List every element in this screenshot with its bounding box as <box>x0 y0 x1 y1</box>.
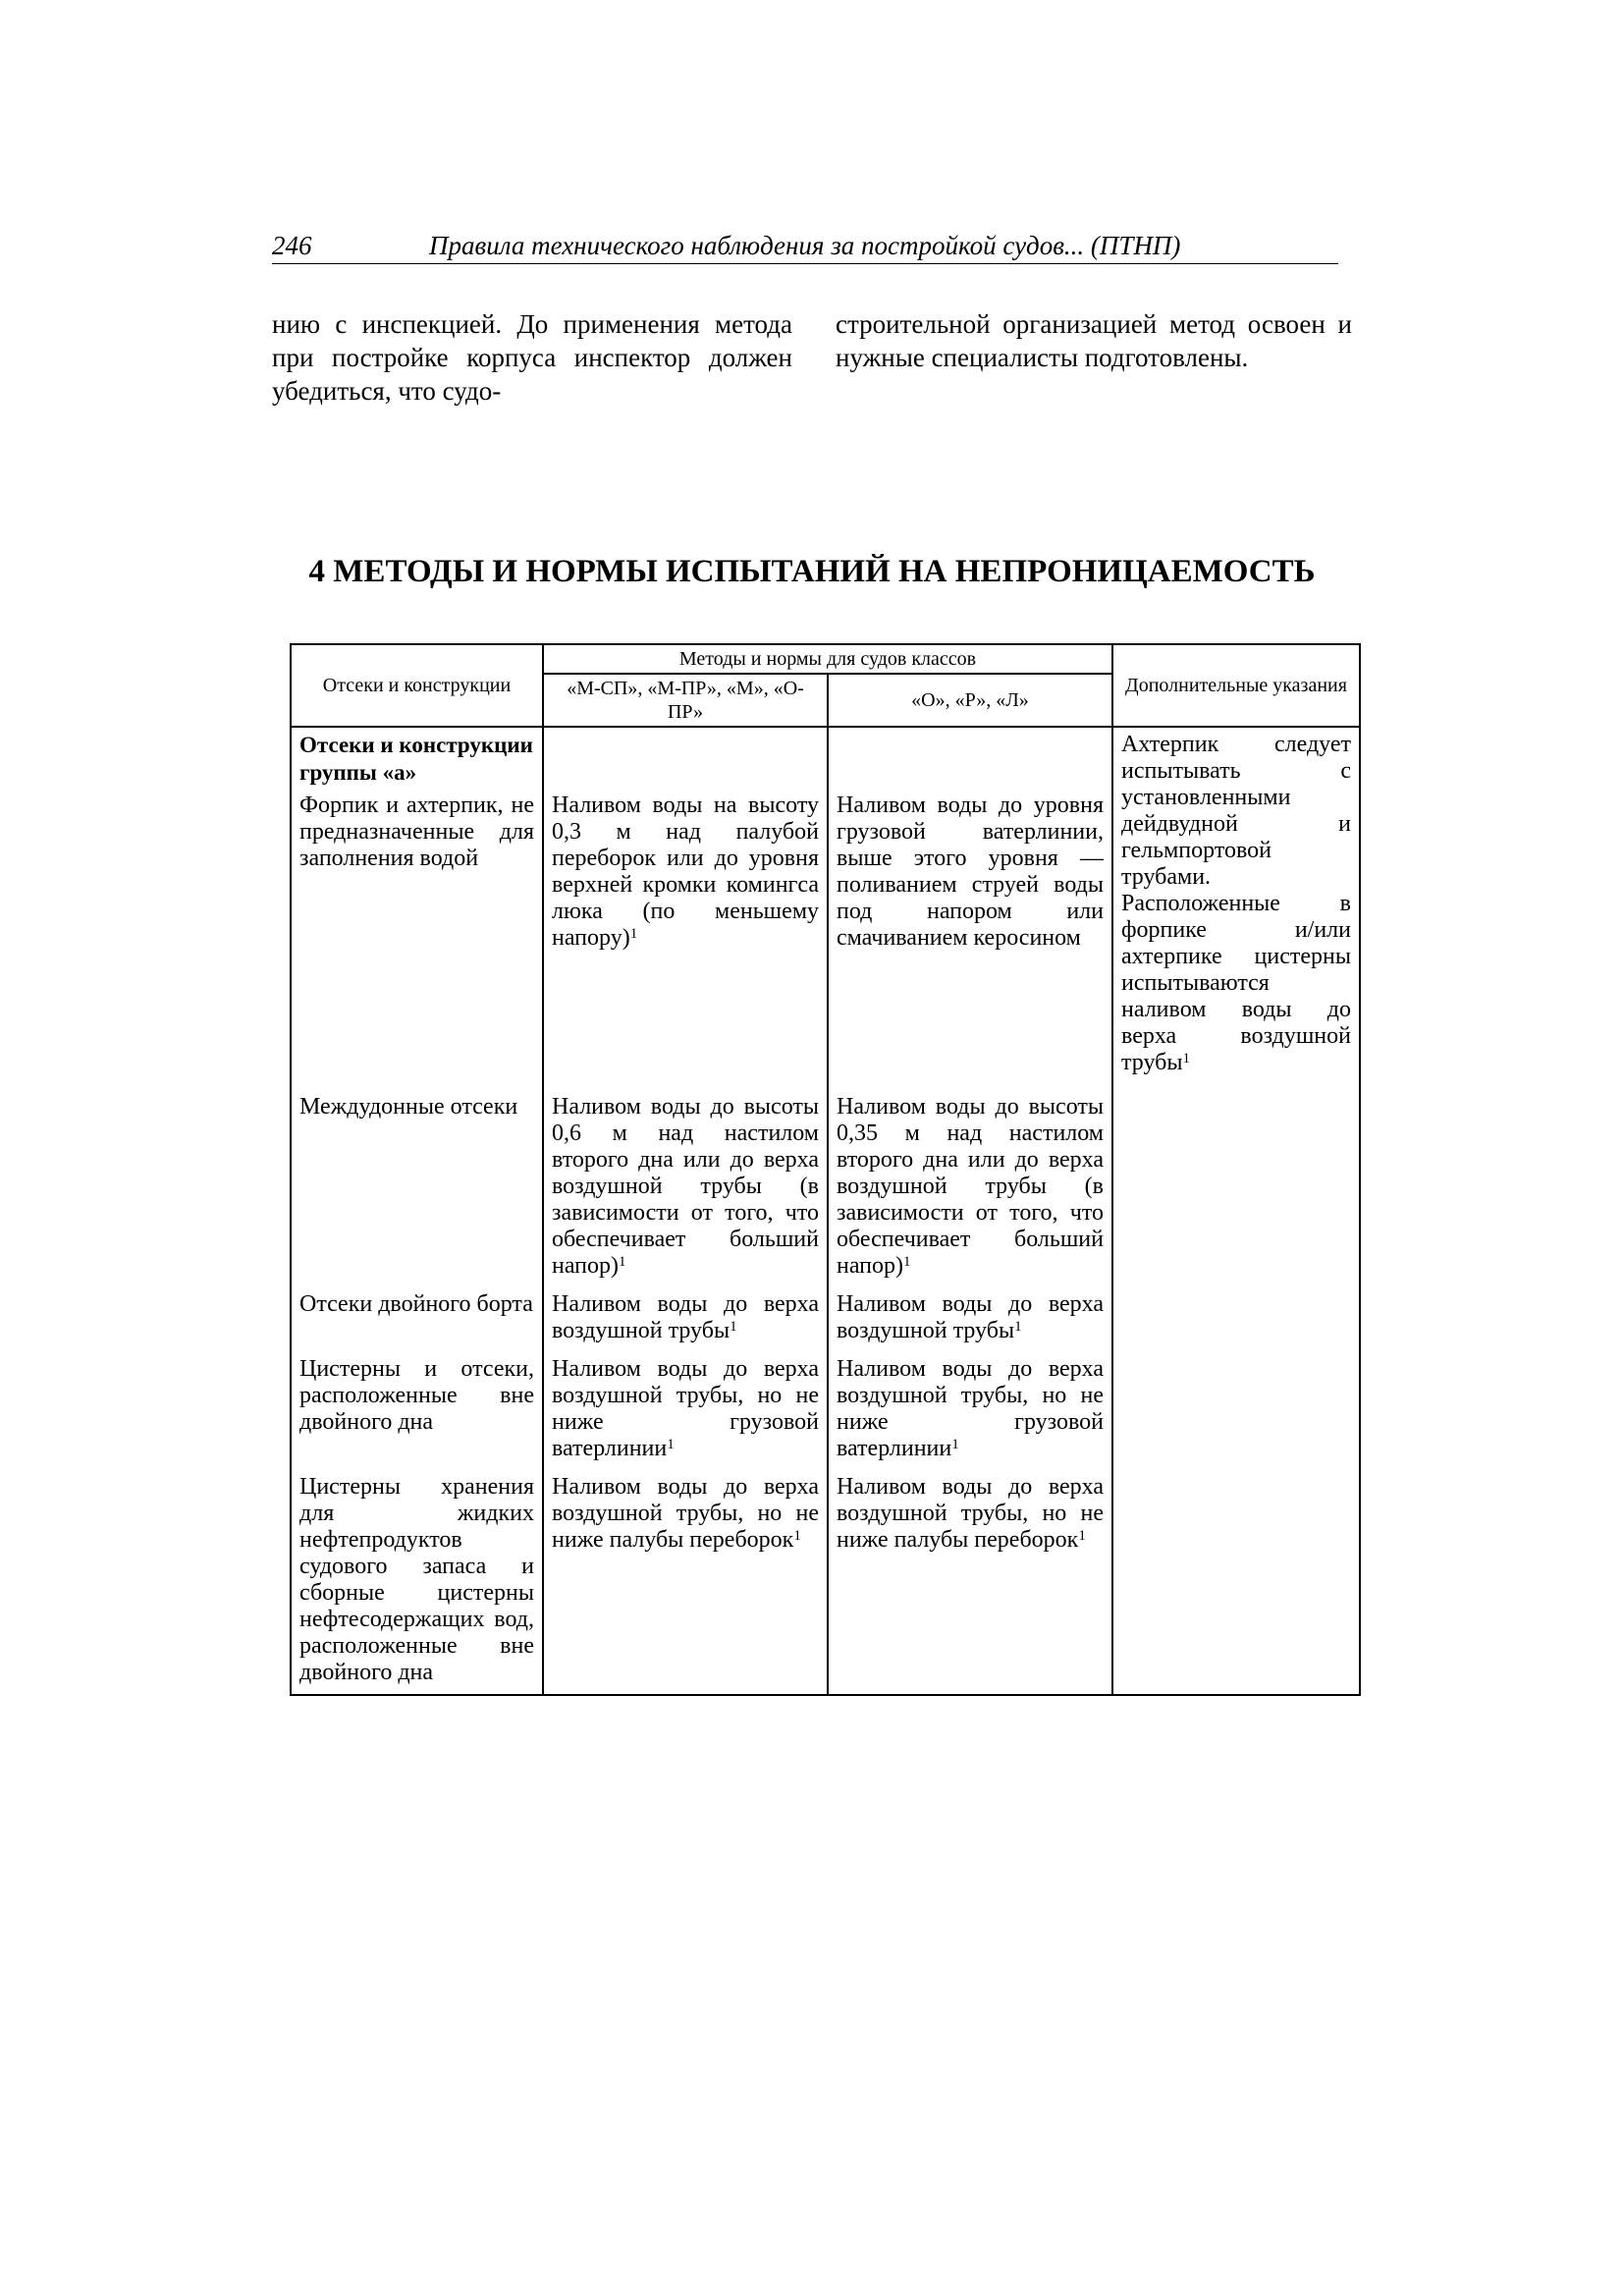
header-compartments: Отсеки и конструкции <box>291 644 543 727</box>
row-class-a <box>543 1470 828 1695</box>
footnote-mark: 1 <box>667 1437 675 1452</box>
footnote-mark: 1 <box>951 1437 959 1452</box>
row-class-a-text: Наливом воды до верха воздушной трубы, но не ниже палубы переборок <box>552 1474 819 1553</box>
group-title: Отсеки и конструкции группы «а» <box>299 733 533 785</box>
row-class-b <box>828 1287 1112 1352</box>
header-class-b: «О», «Р», «Л» <box>828 674 1112 727</box>
group-spacer-a <box>543 727 828 789</box>
row-class-b-text: Наливом воды до верха воздушной трубы, но не ниже грузовой ватерлинии <box>837 1356 1104 1461</box>
footnote-mark: 1 <box>730 1319 737 1335</box>
intro-text-right: строительной организацией метод освоен и нужные специалисты подготовлены. <box>836 309 1352 372</box>
running-header <box>272 228 1338 264</box>
intro-text-left: нию с инспекцией. До применения метода при постройке корпуса инспектор должен убедиться, что судо- <box>272 309 792 406</box>
page-number: 246 <box>272 231 312 260</box>
group-spacer-b <box>828 727 1112 789</box>
footnote-mark: 1 <box>903 1254 911 1270</box>
row-class-b <box>828 1090 1112 1287</box>
running-title: Правила технического наблюдения за постройкой судов... (ПТНП) <box>429 231 1181 260</box>
row-class-b-text: Наливом воды до высоты 0,35 м над настилом второго дна или до верха воздушной трубы (в зависимости от того, что обеспечивает больший напор) <box>837 1094 1104 1279</box>
row-class-b-text: Наливом воды до верха воздушной трубы <box>837 1291 1104 1343</box>
row-name: Отсеки двойного борта <box>291 1287 543 1352</box>
row-class-b: Наливом воды до уровня грузовой ватерлинии, выше этого уровня — поливанием струей воды под напором или смачиванием керосином <box>828 789 1112 1090</box>
group-cell <box>291 727 543 789</box>
row-class-a <box>543 789 828 1090</box>
header-methods: Методы и нормы для судов классов <box>543 644 1112 674</box>
footnote-mark: 1 <box>1182 1051 1190 1066</box>
row-class-b <box>828 1352 1112 1470</box>
row-name: Цистерны хранения для жидких нефтепродуктов судового запаса и сборные цистерны нефтесодержащих вод, расположенные вне двойного дна <box>291 1470 543 1695</box>
row-class-a <box>543 1287 828 1352</box>
section-title: 4 МЕТОДЫ И НОРМЫ ИСПЫТАНИЙ НА НЕПРОНИЦАЕМОСТЬ <box>308 554 1316 589</box>
row-class-a <box>543 1090 828 1287</box>
footnote-mark: 1 <box>629 926 638 942</box>
row-name: Цистерны и отсеки, расположенные вне двойного дна <box>291 1352 543 1470</box>
row-class-b-text: Наливом воды до верха воздушной трубы, но не ниже палубы переборок <box>837 1474 1104 1553</box>
footnote-mark: 1 <box>1014 1319 1022 1335</box>
row-class-a-text: Наливом воды до верха воздушной трубы, но не ниже грузовой ватерлинии <box>552 1356 819 1461</box>
test-norms-table <box>290 643 1361 1696</box>
row-class-a-text: Наливом воды до высоты 0,6 м над настилом второго дна или до верха воздушной трубы (в зависимости от того, что обеспечивает больший напор) <box>552 1094 819 1279</box>
row-class-a-text: Наливом воды на высоту 0,3 м над палубой переборок или до уровня верхней кромки комингса люка (по меньшему напору) <box>552 793 819 951</box>
footnote-mark: 1 <box>619 1254 626 1270</box>
row-class-b <box>828 1470 1112 1695</box>
header-notes: Дополнительные указания <box>1112 644 1360 727</box>
notes-cell <box>1112 727 1360 1695</box>
row-class-a-text: Наливом воды до верха воздушной трубы <box>552 1291 819 1343</box>
row-name: Форпик и ахтерпик, не предназначенные для заполнения водой <box>291 789 543 1090</box>
row-class-a <box>543 1352 828 1470</box>
notes-text: Ахтерпик следует испытывать с установленными дейдвудной и гельмпортовой трубами. Расположенные в форпике и/или ахтерпике цистерны испытываются наливом воды до верха воздушной трубы <box>1121 732 1351 1075</box>
row-name: Междудонные отсеки <box>291 1090 543 1287</box>
header-class-a: «М-СП», «М-ПР», «М», «О-ПР» <box>543 674 828 727</box>
footnote-mark: 1 <box>1078 1528 1086 1544</box>
footnote-mark: 1 <box>793 1528 801 1544</box>
